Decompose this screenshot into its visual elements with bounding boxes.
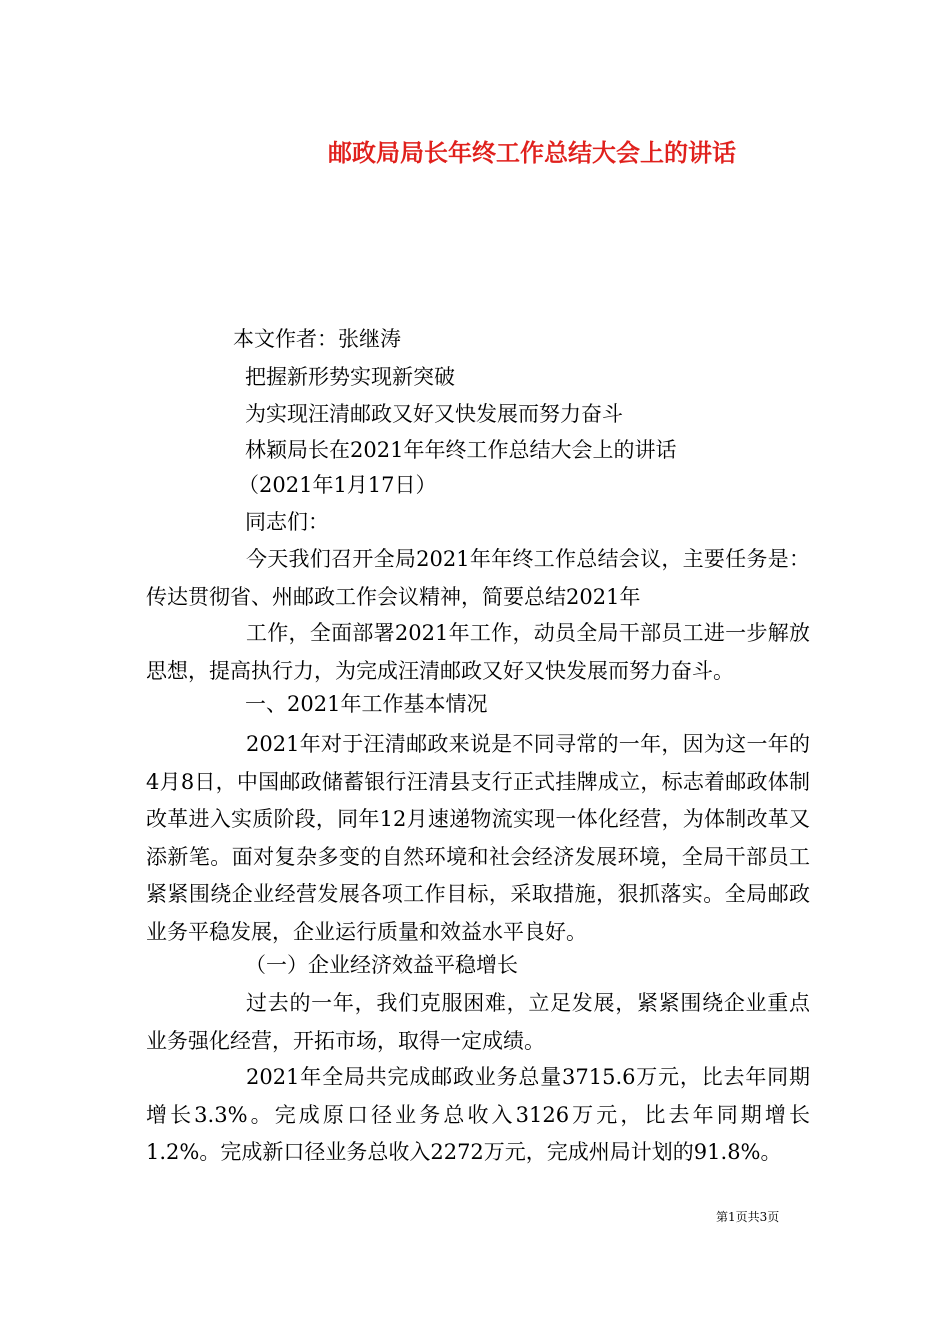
paragraph-4: 过去的一年，我们克服困难，立足发展，紧紧围绕企业重点业务强化经营，开拓市场，取得一定成绩。: [146, 991, 810, 1053]
paragraph-5: 2021年全局共完成邮政业务总量3715.6万元，比去年同期增长3.3%。完成原口径业务总收入3126万元，比去年同期增长1.2%。完成新口径业务总收入2272万元，完成州局计划的91.8%。: [146, 1065, 810, 1164]
speech-date: （2021年1月17日）: [238, 473, 437, 497]
paragraph-1: 今天我们召开全局2021年年终工作总结会议，主要任务是：传达贯彻省、州邮政工作会议精神，简要总结2021年: [146, 547, 810, 609]
page-number-footer: 第1页共3页: [716, 1210, 780, 1224]
salutation: 同志们：: [245, 510, 329, 534]
document-title: 邮政局局长年终工作总结大会上的讲话: [328, 138, 736, 167]
speech-title: 林颖局长在2021年年终工作总结大会上的讲话: [245, 438, 677, 462]
paragraph-2: 工作，全面部署2021年工作，动员全局干部员工进一步解放思想，提高执行力，为完成汪清邮政又好又快发展而努力奋斗。: [146, 621, 810, 683]
subsection-heading-1: （一）企业经济效益平稳增长: [245, 953, 518, 977]
section-heading-1: 一、2021年工作基本情况: [245, 692, 488, 716]
paragraph-3: 2021年对于汪清邮政来说是不同寻常的一年，因为这一年的4月8日，中国邮政储蓄银行汪清县支行正式挂牌成立，标志着邮政体制改革进入实质阶段，同年12月速递物流实现一体化经营，为体制改革又添新笔。面对复杂多变的自然环境和社会经济发展环境，全局干部员工紧紧围绕企业经营发展各项工作目标，采取措施，狠抓落实。全局邮政业务平稳发展，企业运行质量和效益水平良好。: [146, 732, 810, 944]
subtitle-2: 为实现汪清邮政又好又快发展而努力奋斗: [245, 402, 623, 426]
subtitle-1: 把握新形势实现新突破: [245, 365, 455, 389]
author-line: 本文作者：张继涛: [233, 327, 401, 351]
